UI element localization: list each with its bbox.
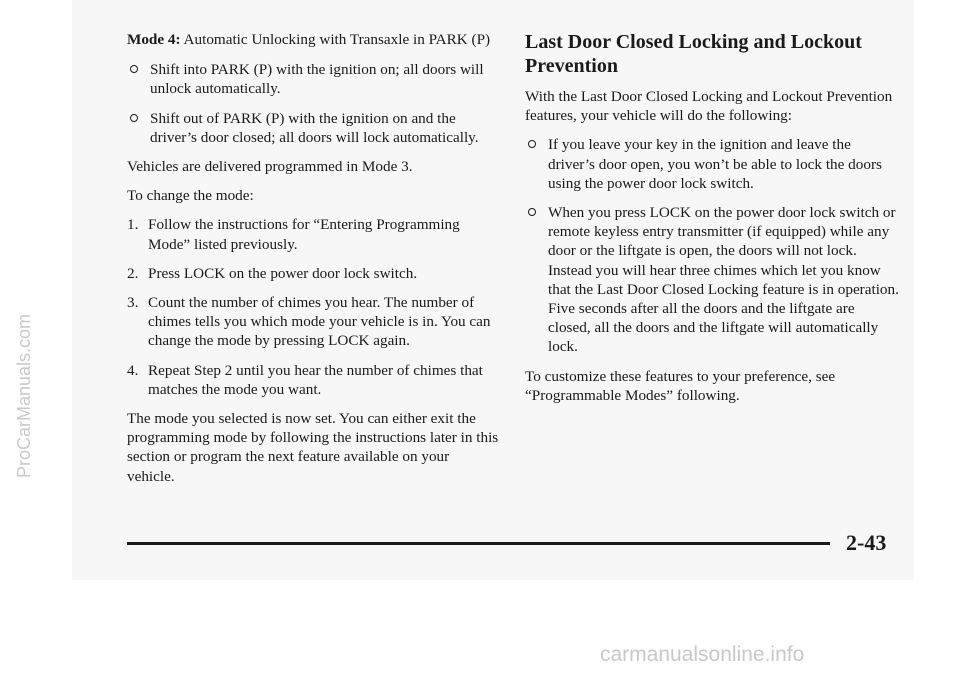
closing-paragraph: To customize these features to your preference, see “Programmable Modes” following. [525, 367, 836, 404]
bullet-item [127, 60, 499, 98]
bullet-icon [528, 140, 536, 148]
change-intro: To change the mode: [127, 187, 254, 205]
mode-title: Automatic Unlocking with Transaxle in PARK (P) [180, 31, 491, 48]
bullet-icon [130, 114, 138, 122]
bullet-item [525, 135, 900, 193]
step-text: Count the number of chimes you hear. The number of chimes tells you which mode your vehicle is in. You can change the mode by pressing LOCK again. [148, 294, 491, 350]
bullet-icon [130, 65, 138, 73]
step-item [127, 361, 499, 399]
step-number: 3. [127, 294, 139, 312]
step-item [127, 293, 499, 351]
mode-label: Mode 4: [127, 31, 181, 48]
page-number: 2-43 [846, 530, 887, 555]
bullet-text: Shift into PARK (P) with the ignition on; all doors will unlock automatically. [150, 61, 484, 98]
bullet-text: Shift out of PARK (P) with the ignition on and the driver’s door closed; all doors will lock automatically. [150, 109, 479, 146]
step-text: Repeat Step 2 until you hear the number of chimes that matches the mode you want. [148, 361, 483, 398]
step-item [127, 215, 499, 253]
bullet-text: When you press LOCK on the power door lock switch or remote keyless entry transmitter (if equipped) while any door or the liftgate is open, the doors will not lock. Instead you will hear three chimes which let you know that the Last Door Closed Locking feature is in operation. Five seconds after all the doors and the liftgate are closed, all the doors and the liftgate will automatically lock. [548, 204, 899, 356]
bullet-item [525, 203, 900, 357]
bullet-icon [528, 208, 536, 216]
step-number: 2. [127, 264, 139, 282]
closing-paragraph: The mode you selected is now set. You can either exit the programming mode by following the instructions later in this section or program the next feature available on your vehicle. [127, 410, 499, 485]
mode-4-heading [127, 30, 499, 49]
bullet-text: If you leave your key in the ignition and leave the driver’s door open, you won’t be able to lock the doors using the power door lock switch. [548, 136, 882, 192]
footer-rule [127, 542, 830, 545]
step-number: 4. [127, 361, 139, 379]
left-column [127, 30, 499, 496]
section-heading: Last Door Closed Locking and Lockout Prevention [525, 31, 862, 77]
footer-watermark: carmanualsonline.info [600, 643, 805, 666]
bullet-item [127, 109, 499, 147]
intro-paragraph: With the Last Door Closed Locking and Lockout Prevention features, your vehicle will do the following: [525, 88, 893, 125]
step-number: 1. [127, 216, 139, 234]
right-column [525, 30, 900, 415]
step-text: Follow the instructions for “Entering Programming Mode” listed previously. [148, 216, 460, 253]
delivered-paragraph: Vehicles are delivered programmed in Mode 3. [127, 158, 413, 176]
step-item [127, 264, 499, 283]
side-watermark: ProCarManuals.com [14, 313, 34, 478]
step-text: Press LOCK on the power door lock switch. [148, 264, 418, 282]
